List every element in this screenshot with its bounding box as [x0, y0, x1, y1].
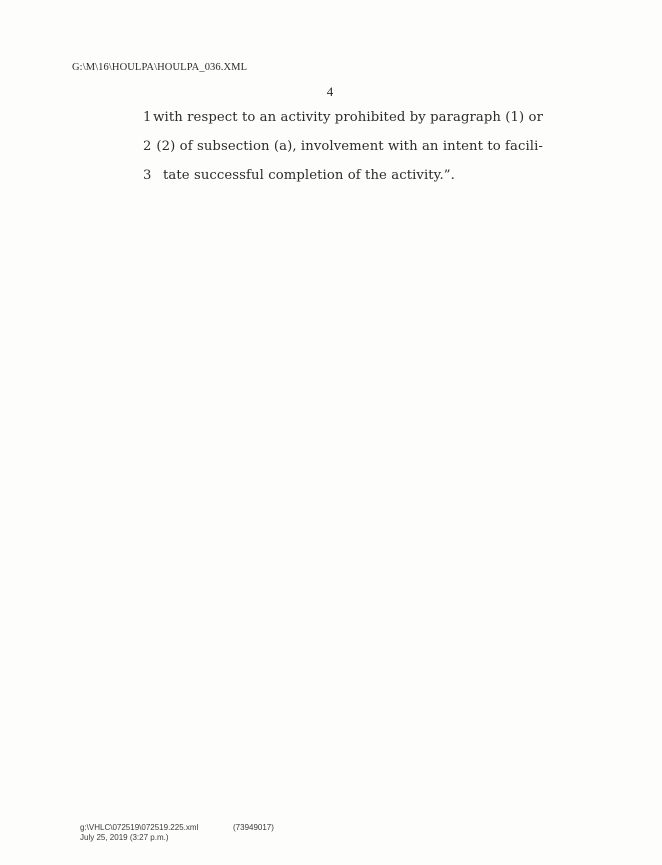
line-text: (2) of subsection (a), involvement with an intent to facili-: [156, 139, 543, 154]
line-number: 1: [143, 110, 152, 125]
bill-text: [143, 103, 543, 190]
page-number: 4: [326, 84, 334, 99]
line-text: tate successful completion of the activity.”.: [163, 168, 455, 183]
line-text: with respect to an activity prohibited by paragraph (1) or: [153, 110, 543, 125]
line-number: 2: [143, 139, 152, 154]
page-footer: [80, 823, 274, 843]
footer-file-row: [80, 823, 274, 833]
line-number: 3: [143, 168, 152, 183]
bill-line: [143, 132, 543, 161]
bill-line: [143, 103, 543, 132]
header-file-path: G:\M\16\HOULPA\HOULPA_036.XML: [72, 62, 248, 73]
footer-doc-id: (73949017): [233, 823, 274, 832]
footer-date: July 25, 2019 (3:27 p.m.): [80, 833, 169, 842]
bill-line: [143, 161, 543, 190]
footer-file-path: g:\VHLC\072519\072519.225.xml: [80, 823, 199, 832]
